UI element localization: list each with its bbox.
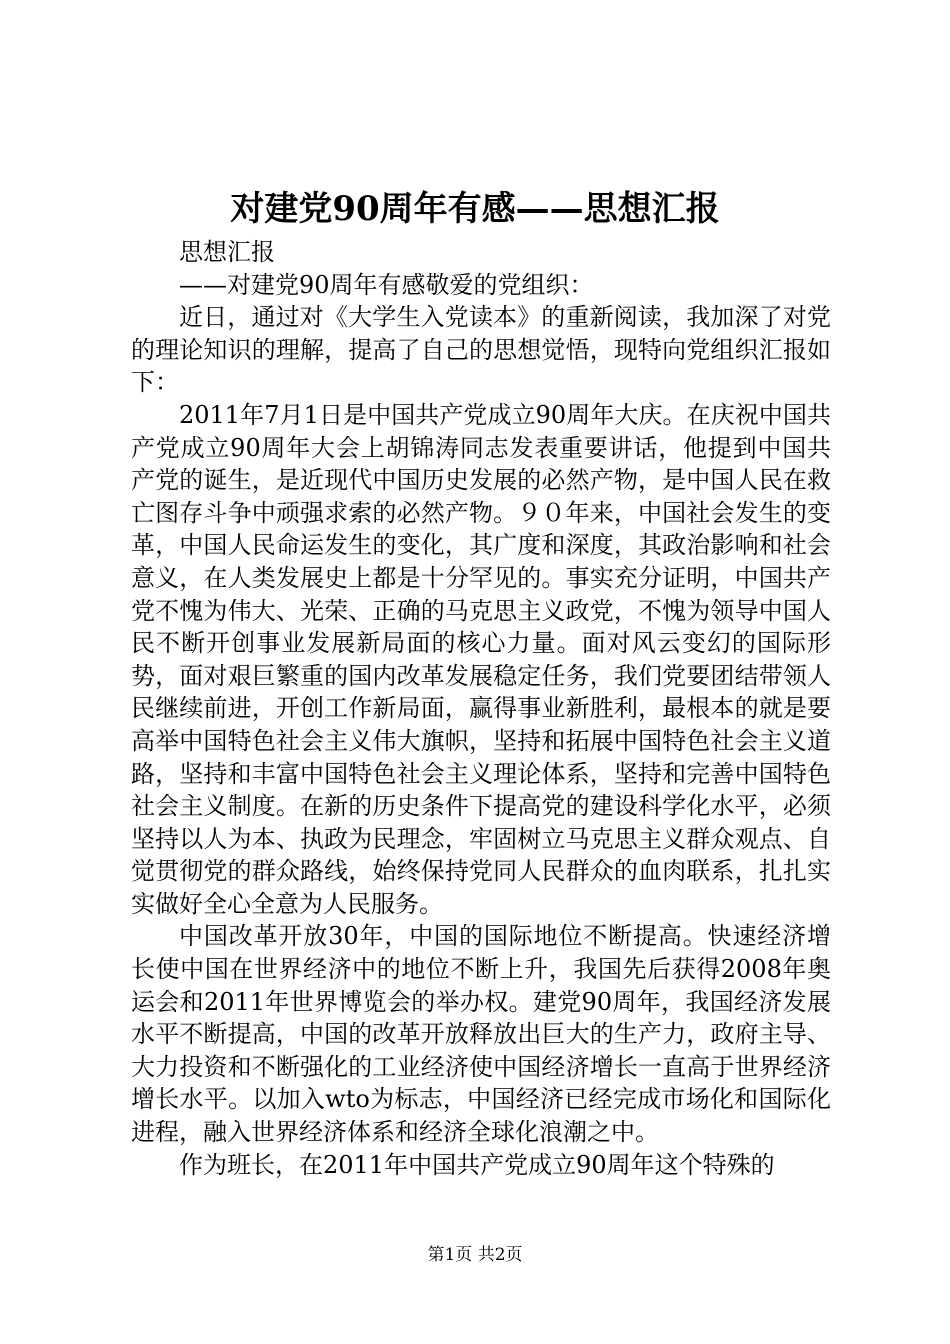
- paragraph-heading: 思想汇报: [179, 238, 275, 266]
- document-body: [131, 236, 831, 1181]
- page-total: 共2页: [477, 1245, 523, 1265]
- paragraph-intro: 近日，通过对《大学生入党读本》的重新阅读，我加深了对党的理论知识的理解，提高了自己的思想觉悟，现特向党组织汇报如下：: [131, 303, 831, 397]
- paragraph-anniversary: 2011年7月1日是中国共产党成立90周年大庆。在庆祝中国共产党成立90周年大会上胡锦涛同志发表重要讲话，他提到中国共产党的诞生，是近现代中国历史发展的必然产物，是中国人民在救亡图存斗争中顽强求索的必然产物。９０年来，中国社会发生的变革，中国人民命运发生的变化，其广度和深度，其政治影响和社会意义，在人类发展史上都是十分罕见的。事实充分证明，中国共产党不愧为伟大、光荣、正确的马克思主义政党，不愧为领导中国人民不断开创事业发展新局面的核心力量。面对风云变幻的国际形势，面对艰巨繁重的国内改革发展稳定任务，我们党要团结带领人民继续前进，开创工作新局面，赢得事业新胜利，最根本的就是要高举中国特色社会主义伟大旗帜，坚持和拓展中国特色社会主义道路，坚持和丰富中国特色社会主义理论体系，坚持和完善中国特色社会主义制度。在新的历史条件下提高党的建设科学化水平，必须坚持以人为本、执政为民理念，牢固树立马克思主义群众观点、自觉贯彻党的群众路线，始终保持党同人民群众的血肉联系，扎扎实实做好全心全意为人民服务。: [131, 400, 831, 918]
- paragraph-salutation: ——对建党90周年有感敬爱的党组织：: [179, 270, 594, 299]
- paragraph-monitor: 作为班长，在2011年中国共产党成立90周年这个特殊的: [179, 1150, 775, 1179]
- document-title: 对建党90周年有感——思想汇报: [230, 189, 720, 229]
- page-number: 第1页: [427, 1245, 473, 1265]
- paragraph-reform: 中国改革开放30年，中国的国际地位不断提高。快速经济增长使中国在世界经济中的地位不断上升，我国先后获得2008年奥运会和2011年世界博览会的举办权。建党90周年，我国经济发展水平不断提高，中国的改革开放释放出巨大的生产力，政府主导、大力投资和不断强化的工业经济使中国经济增长一直高于世界经济增长水平。以加入wto为标志，中国经济已经完成市场化和国际化进程，融入世界经济体系和经济全球化浪潮之中。: [131, 922, 831, 1147]
- page-footer: [0, 1244, 950, 1266]
